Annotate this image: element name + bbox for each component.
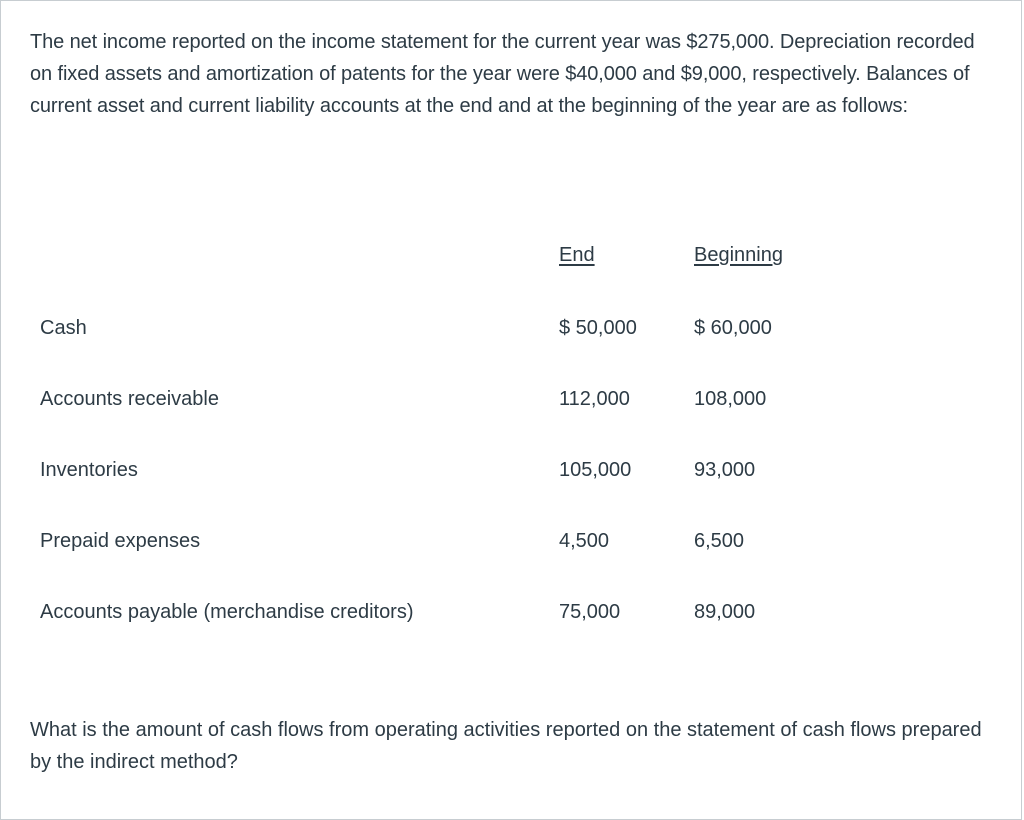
- row-label: Accounts receivable: [40, 388, 219, 410]
- row-label: Prepaid expenses: [40, 530, 201, 552]
- table-row-accounts-receivable: [0, 384, 1022, 414]
- row-label: Cash: [40, 317, 87, 339]
- beginning-value: 6,500: [694, 530, 745, 552]
- end-value: 4,500: [559, 530, 610, 552]
- table-row-cash: [0, 313, 1022, 343]
- row-label: Inventories: [40, 459, 138, 481]
- row-label: Accounts payable (merchandise creditors): [40, 601, 414, 623]
- beginning-value: 108,000: [694, 388, 767, 410]
- beginning-value: $ 60,000: [694, 317, 772, 339]
- beginning-value: 93,000: [694, 459, 756, 481]
- table-row-inventories: [0, 455, 1022, 485]
- question-text: What is the amount of cash flows from operating activities reported on the statement of cash flows prepared by the indirect method?: [30, 719, 982, 773]
- end-value: 75,000: [559, 601, 621, 623]
- header-beginning: Beginning: [694, 244, 783, 266]
- beginning-value: 89,000: [694, 601, 756, 623]
- table-row-prepaid-expenses: [0, 526, 1022, 556]
- end-value: 105,000: [559, 459, 632, 481]
- end-value: $ 50,000: [559, 317, 637, 339]
- problem-intro: The net income reported on the income statement for the current year was $275,000. Depreciation recorded on fixed assets and amortization of patents for the year were $40,000 and $9,000, respectively. Balances of current asset and current liability accounts at the end and at the beginning of the year are as follows:: [30, 31, 975, 117]
- end-value: 112,000: [559, 388, 630, 410]
- table-row-accounts-payable: [0, 597, 1022, 627]
- header-end: End: [559, 244, 595, 266]
